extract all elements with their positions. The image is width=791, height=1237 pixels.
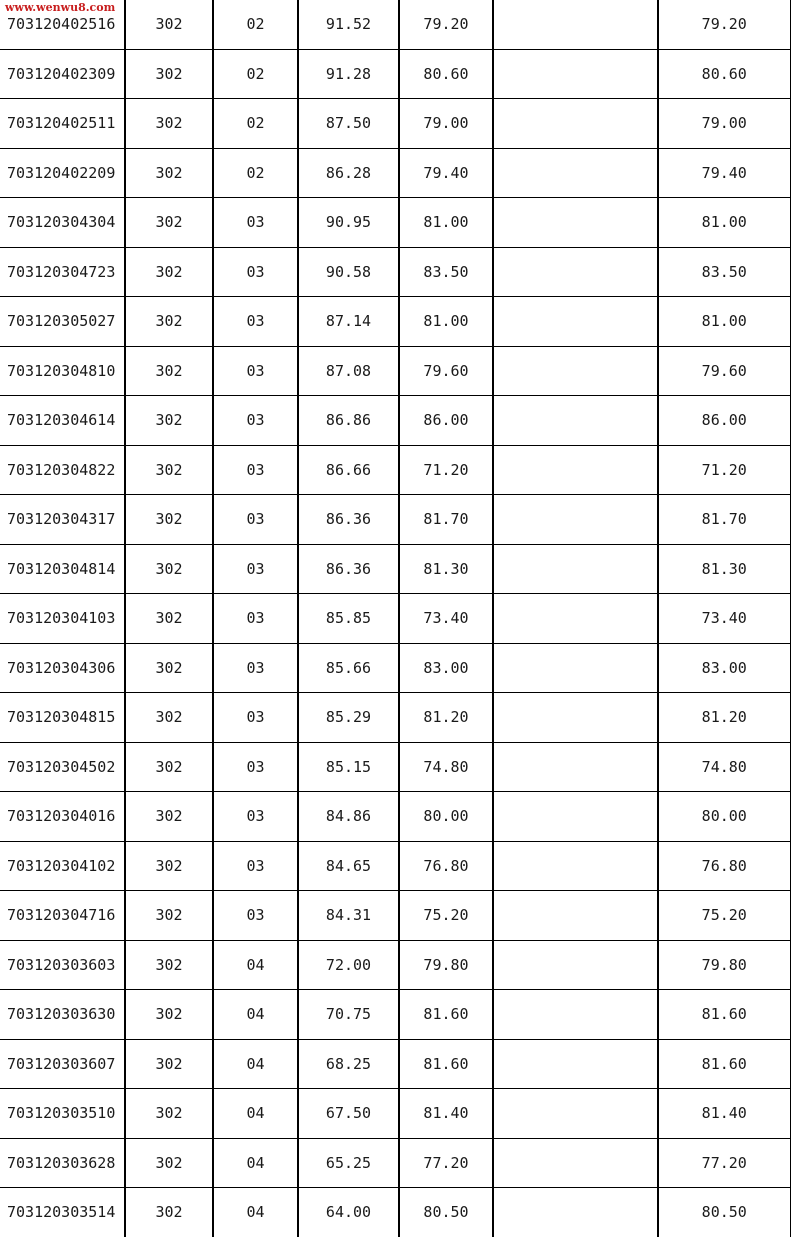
- table-row: [0, 495, 790, 545]
- position-code-cell: 302: [125, 990, 213, 1040]
- final-score-cell: 81.20: [658, 693, 790, 743]
- blank-cell: [493, 396, 658, 446]
- written-score-cell: 86.86: [298, 396, 399, 446]
- interview-score-cell: 81.30: [399, 544, 493, 594]
- group-code-cell: 03: [213, 396, 298, 446]
- written-score-cell: 84.86: [298, 792, 399, 842]
- blank-cell: [493, 643, 658, 693]
- written-score-cell: 72.00: [298, 940, 399, 990]
- final-score-cell: 81.00: [658, 297, 790, 347]
- final-score-cell: 81.70: [658, 495, 790, 545]
- position-code-cell: 302: [125, 99, 213, 149]
- position-code-cell: 302: [125, 693, 213, 743]
- position-code-cell: 302: [125, 792, 213, 842]
- exam-id-cell: 703120304317: [0, 495, 125, 545]
- group-code-cell: 03: [213, 792, 298, 842]
- table-row: [0, 99, 790, 149]
- interview-score-cell: 74.80: [399, 742, 493, 792]
- position-code-cell: 302: [125, 742, 213, 792]
- blank-cell: [493, 148, 658, 198]
- interview-score-cell: 80.50: [399, 1188, 493, 1237]
- exam-id-cell: 703120304102: [0, 841, 125, 891]
- final-score-cell: 80.60: [658, 49, 790, 99]
- group-code-cell: 04: [213, 1089, 298, 1139]
- position-code-cell: 302: [125, 1089, 213, 1139]
- final-score-cell: 71.20: [658, 445, 790, 495]
- final-score-cell: 79.20: [658, 0, 790, 49]
- final-score-cell: 83.00: [658, 643, 790, 693]
- group-code-cell: 04: [213, 1138, 298, 1188]
- interview-score-cell: 79.80: [399, 940, 493, 990]
- exam-id-cell: 703120303628: [0, 1138, 125, 1188]
- blank-cell: [493, 495, 658, 545]
- table-row: [0, 297, 790, 347]
- watermark-text: www.wenwu8.com: [5, 1, 116, 14]
- written-score-cell: 84.65: [298, 841, 399, 891]
- position-code-cell: 302: [125, 247, 213, 297]
- written-score-cell: 85.66: [298, 643, 399, 693]
- written-score-cell: 86.66: [298, 445, 399, 495]
- blank-cell: [493, 198, 658, 248]
- written-score-cell: 85.85: [298, 594, 399, 644]
- blank-cell: [493, 594, 658, 644]
- exam-id-cell: 703120402516: [0, 0, 125, 49]
- interview-score-cell: 79.20: [399, 0, 493, 49]
- table-row: [0, 990, 790, 1040]
- table-row: [0, 1039, 790, 1089]
- written-score-cell: 70.75: [298, 990, 399, 1040]
- exam-id-cell: 703120402209: [0, 148, 125, 198]
- table-row: [0, 594, 790, 644]
- interview-score-cell: 79.60: [399, 346, 493, 396]
- table-row: [0, 49, 790, 99]
- exam-id-cell: 703120304502: [0, 742, 125, 792]
- group-code-cell: 02: [213, 0, 298, 49]
- table-row: [0, 445, 790, 495]
- final-score-cell: 81.30: [658, 544, 790, 594]
- blank-cell: [493, 940, 658, 990]
- blank-cell: [493, 247, 658, 297]
- final-score-cell: 74.80: [658, 742, 790, 792]
- interview-score-cell: 81.70: [399, 495, 493, 545]
- blank-cell: [493, 1138, 658, 1188]
- final-score-cell: 76.80: [658, 841, 790, 891]
- position-code-cell: 302: [125, 49, 213, 99]
- final-score-cell: 79.00: [658, 99, 790, 149]
- exam-id-cell: 703120304306: [0, 643, 125, 693]
- position-code-cell: 302: [125, 1188, 213, 1237]
- final-score-cell: 80.50: [658, 1188, 790, 1237]
- written-score-cell: 86.28: [298, 148, 399, 198]
- table-row: [0, 940, 790, 990]
- table-row: [0, 247, 790, 297]
- written-score-cell: 91.52: [298, 0, 399, 49]
- table-row: [0, 693, 790, 743]
- final-score-cell: 77.20: [658, 1138, 790, 1188]
- written-score-cell: 87.50: [298, 99, 399, 149]
- position-code-cell: 302: [125, 544, 213, 594]
- exam-id-cell: 703120303630: [0, 990, 125, 1040]
- blank-cell: [493, 693, 658, 743]
- exam-id-cell: 703120304304: [0, 198, 125, 248]
- exam-id-cell: 703120303510: [0, 1089, 125, 1139]
- group-code-cell: 04: [213, 990, 298, 1040]
- interview-score-cell: 81.20: [399, 693, 493, 743]
- group-code-cell: 03: [213, 297, 298, 347]
- table-row: [0, 198, 790, 248]
- written-score-cell: 67.50: [298, 1089, 399, 1139]
- blank-cell: [493, 742, 658, 792]
- position-code-cell: 302: [125, 495, 213, 545]
- final-score-cell: 81.60: [658, 990, 790, 1040]
- written-score-cell: 91.28: [298, 49, 399, 99]
- position-code-cell: 302: [125, 643, 213, 693]
- final-score-cell: 80.00: [658, 792, 790, 842]
- interview-score-cell: 75.20: [399, 891, 493, 941]
- group-code-cell: 03: [213, 445, 298, 495]
- position-code-cell: 302: [125, 396, 213, 446]
- group-code-cell: 03: [213, 693, 298, 743]
- blank-cell: [493, 0, 658, 49]
- table-row: [0, 148, 790, 198]
- exam-id-cell: 703120304614: [0, 396, 125, 446]
- written-score-cell: 87.08: [298, 346, 399, 396]
- position-code-cell: 302: [125, 940, 213, 990]
- interview-score-cell: 83.00: [399, 643, 493, 693]
- exam-id-cell: 703120305027: [0, 297, 125, 347]
- exam-id-cell: 703120402309: [0, 49, 125, 99]
- interview-score-cell: 77.20: [399, 1138, 493, 1188]
- group-code-cell: 03: [213, 841, 298, 891]
- group-code-cell: 02: [213, 99, 298, 149]
- blank-cell: [493, 99, 658, 149]
- written-score-cell: 85.15: [298, 742, 399, 792]
- written-score-cell: 87.14: [298, 297, 399, 347]
- interview-score-cell: 71.20: [399, 445, 493, 495]
- group-code-cell: 03: [213, 891, 298, 941]
- position-code-cell: 302: [125, 297, 213, 347]
- group-code-cell: 03: [213, 346, 298, 396]
- table-row: [0, 1188, 790, 1237]
- table-row: [0, 792, 790, 842]
- final-score-cell: 79.40: [658, 148, 790, 198]
- group-code-cell: 03: [213, 247, 298, 297]
- blank-cell: [493, 891, 658, 941]
- final-score-cell: 81.00: [658, 198, 790, 248]
- position-code-cell: 302: [125, 346, 213, 396]
- interview-score-cell: 79.00: [399, 99, 493, 149]
- table-row: [0, 742, 790, 792]
- interview-score-cell: 86.00: [399, 396, 493, 446]
- interview-score-cell: 81.00: [399, 297, 493, 347]
- table-row: [0, 1089, 790, 1139]
- exam-id-cell: 703120304822: [0, 445, 125, 495]
- group-code-cell: 04: [213, 1188, 298, 1237]
- exam-id-cell: 703120304103: [0, 594, 125, 644]
- interview-score-cell: 81.60: [399, 1039, 493, 1089]
- group-code-cell: 03: [213, 495, 298, 545]
- blank-cell: [493, 792, 658, 842]
- exam-id-cell: 703120304814: [0, 544, 125, 594]
- blank-cell: [493, 346, 658, 396]
- interview-score-cell: 81.00: [399, 198, 493, 248]
- interview-score-cell: 81.60: [399, 990, 493, 1040]
- group-code-cell: 02: [213, 49, 298, 99]
- final-score-cell: 73.40: [658, 594, 790, 644]
- final-score-cell: 79.80: [658, 940, 790, 990]
- exam-id-cell: 703120303607: [0, 1039, 125, 1089]
- exam-id-cell: 703120304815: [0, 693, 125, 743]
- group-code-cell: 03: [213, 594, 298, 644]
- written-score-cell: 85.29: [298, 693, 399, 743]
- table-row: [0, 544, 790, 594]
- position-code-cell: 302: [125, 1039, 213, 1089]
- position-code-cell: 302: [125, 1138, 213, 1188]
- written-score-cell: 90.95: [298, 198, 399, 248]
- written-score-cell: 64.00: [298, 1188, 399, 1237]
- interview-score-cell: 76.80: [399, 841, 493, 891]
- table-row: [0, 841, 790, 891]
- table-row: [0, 1138, 790, 1188]
- position-code-cell: 302: [125, 198, 213, 248]
- written-score-cell: 86.36: [298, 544, 399, 594]
- table-row: [0, 396, 790, 446]
- final-score-cell: 81.60: [658, 1039, 790, 1089]
- interview-score-cell: 81.40: [399, 1089, 493, 1139]
- exam-id-cell: 703120304716: [0, 891, 125, 941]
- position-code-cell: 302: [125, 148, 213, 198]
- blank-cell: [493, 49, 658, 99]
- blank-cell: [493, 1089, 658, 1139]
- position-code-cell: 302: [125, 445, 213, 495]
- written-score-cell: 90.58: [298, 247, 399, 297]
- blank-cell: [493, 990, 658, 1040]
- blank-cell: [493, 1188, 658, 1237]
- interview-score-cell: 79.40: [399, 148, 493, 198]
- group-code-cell: 02: [213, 148, 298, 198]
- written-score-cell: 84.31: [298, 891, 399, 941]
- exam-id-cell: 703120402511: [0, 99, 125, 149]
- blank-cell: [493, 841, 658, 891]
- table-row: [0, 891, 790, 941]
- written-score-cell: 65.25: [298, 1138, 399, 1188]
- table-row: [0, 0, 790, 49]
- position-code-cell: 302: [125, 0, 213, 49]
- final-score-cell: 75.20: [658, 891, 790, 941]
- exam-id-cell: 703120304016: [0, 792, 125, 842]
- group-code-cell: 03: [213, 198, 298, 248]
- exam-id-cell: 703120304723: [0, 247, 125, 297]
- blank-cell: [493, 445, 658, 495]
- final-score-cell: 86.00: [658, 396, 790, 446]
- interview-score-cell: 80.00: [399, 792, 493, 842]
- interview-score-cell: 80.60: [399, 49, 493, 99]
- group-code-cell: 04: [213, 940, 298, 990]
- exam-id-cell: 703120303514: [0, 1188, 125, 1237]
- group-code-cell: 03: [213, 742, 298, 792]
- position-code-cell: 302: [125, 841, 213, 891]
- position-code-cell: 302: [125, 594, 213, 644]
- blank-cell: [493, 1039, 658, 1089]
- position-code-cell: 302: [125, 891, 213, 941]
- final-score-cell: 83.50: [658, 247, 790, 297]
- blank-cell: [493, 297, 658, 347]
- final-score-cell: 81.40: [658, 1089, 790, 1139]
- table-row: [0, 643, 790, 693]
- interview-score-cell: 83.50: [399, 247, 493, 297]
- exam-id-cell: 703120304810: [0, 346, 125, 396]
- interview-score-cell: 73.40: [399, 594, 493, 644]
- group-code-cell: 03: [213, 643, 298, 693]
- written-score-cell: 86.36: [298, 495, 399, 545]
- written-score-cell: 68.25: [298, 1039, 399, 1089]
- exam-id-cell: 703120303603: [0, 940, 125, 990]
- group-code-cell: 03: [213, 544, 298, 594]
- blank-cell: [493, 544, 658, 594]
- group-code-cell: 04: [213, 1039, 298, 1089]
- final-score-cell: 79.60: [658, 346, 790, 396]
- table-row: [0, 346, 790, 396]
